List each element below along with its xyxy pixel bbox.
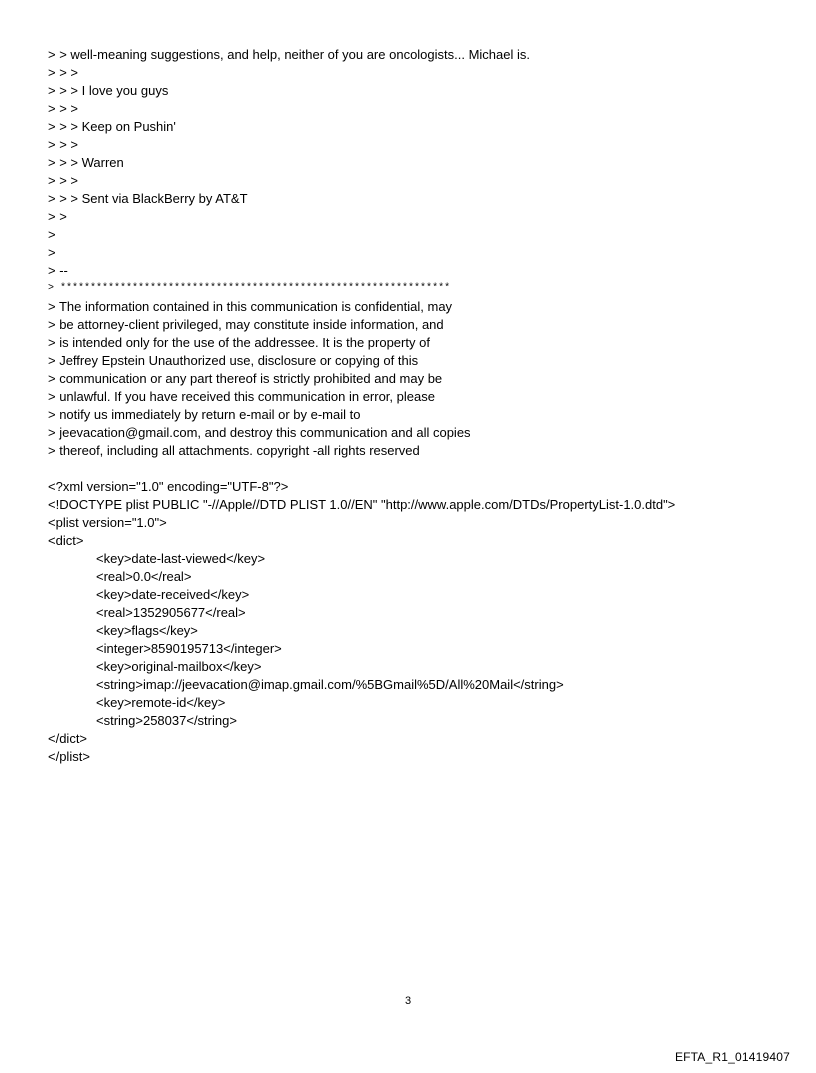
quoted-line: > > > Sent via BlackBerry by AT&T xyxy=(48,191,248,206)
xml-declaration: <?xml version="1.0" encoding="UTF-8"?> xyxy=(48,479,289,494)
separator-line: > ***************************************************************** xyxy=(48,283,451,294)
plist-entry: <key>date-last-viewed</key> xyxy=(96,551,266,566)
document-body xyxy=(48,46,788,766)
disclaimer-line: > thereof, including all attachments. copyright -all rights reserved xyxy=(48,443,420,458)
disclaimer-line: > be attorney-client privileged, may constitute inside information, and xyxy=(48,317,444,332)
quoted-line: > > > Keep on Pushin' xyxy=(48,119,176,134)
dict-open-tag: <dict> xyxy=(48,533,84,548)
plist-entry: <integer>8590195713</integer> xyxy=(96,641,282,656)
quoted-line: > > > xyxy=(48,137,78,152)
plist-open-tag: <plist version="1.0"> xyxy=(48,515,167,530)
disclaimer-line: > notify us immediately by return e-mail or by e-mail to xyxy=(48,407,361,422)
plist-entry: <key>date-received</key> xyxy=(96,587,250,602)
quoted-line: > > > I love you guys xyxy=(48,83,169,98)
page-number: 3 xyxy=(404,995,412,1007)
plist-entry: <real>0.0</real> xyxy=(96,569,192,584)
quoted-line: > > xyxy=(48,209,67,224)
disclaimer-line: > Jeffrey Epstein Unauthorized use, disclosure or copying of this xyxy=(48,353,419,368)
quoted-line: > -- xyxy=(48,263,68,278)
plist-entry: <string>258037</string> xyxy=(96,713,237,728)
plist-entry: <string>imap://jeevacation@imap.gmail.com/%5BGmail%5D/All%20Mail</string> xyxy=(96,677,564,692)
plist-entry: <key>remote-id</key> xyxy=(96,695,226,710)
quoted-line: > > > xyxy=(48,173,78,188)
quoted-reply xyxy=(48,46,788,280)
plist-entry: <key>original-mailbox</key> xyxy=(96,659,262,674)
disclaimer-line: > communication or any part thereof is strictly prohibited and may be xyxy=(48,371,443,386)
disclaimer-line: > jeevacation@gmail.com, and destroy this communication and all copies xyxy=(48,425,471,440)
plist-close-tag: </plist> xyxy=(48,749,90,764)
document-id: EFTA_R1_01419407 xyxy=(674,1050,790,1064)
confidentiality-disclaimer xyxy=(48,298,788,460)
plist-metadata xyxy=(48,478,788,766)
quoted-line: > > > Warren xyxy=(48,155,124,170)
quoted-line: > > well-meaning suggestions, and help, neither of you are oncologists... Michael is. xyxy=(48,47,530,62)
quoted-line: > > > xyxy=(48,65,78,80)
plist-entry: <real>1352905677</real> xyxy=(96,605,246,620)
plist-doctype: <!DOCTYPE plist PUBLIC "-//Apple//DTD PLIST 1.0//EN" "http://www.apple.com/DTDs/PropertyList-1.0.dtd"> xyxy=(48,497,676,512)
quoted-line: > xyxy=(48,245,56,260)
blank-line xyxy=(48,460,788,478)
dict-close-tag: </dict> xyxy=(48,731,88,746)
quoted-line: > > > xyxy=(48,101,78,116)
disclaimer-line: > The information contained in this communication is confidential, may xyxy=(48,299,453,314)
quoted-line: > xyxy=(48,227,56,242)
plist-entry: <key>flags</key> xyxy=(96,623,198,638)
disclaimer-line: > unlawful. If you have received this communication in error, please xyxy=(48,389,435,404)
disclaimer-line: > is intended only for the use of the addressee. It is the property of xyxy=(48,335,430,350)
